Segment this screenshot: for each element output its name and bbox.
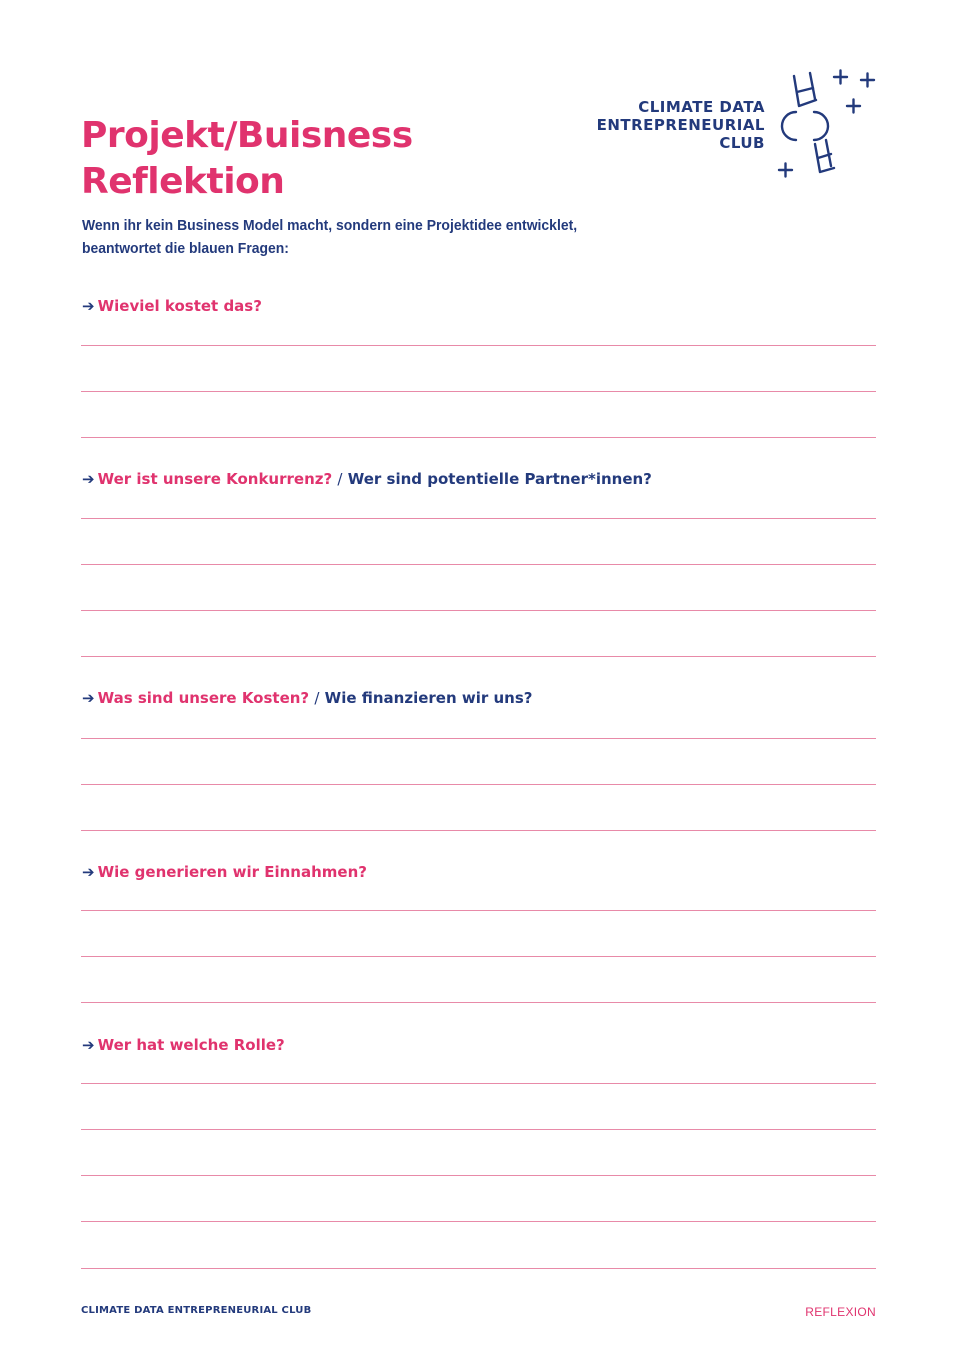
question-3-blue: Wie finanzieren wir uns? (324, 689, 533, 707)
answer-line[interactable] (81, 1083, 876, 1084)
answer-line[interactable] (81, 1221, 876, 1222)
question-4 (82, 862, 367, 882)
answer-line[interactable] (81, 1268, 876, 1269)
question-separator: / (314, 689, 320, 707)
answer-line[interactable] (81, 518, 876, 519)
footer-section-label: REFLEXION (805, 1305, 876, 1319)
answer-line[interactable] (81, 345, 876, 346)
intro-line-2: beantwortet die blauen Fragen: (82, 240, 289, 257)
answer-line[interactable] (81, 610, 876, 611)
question-2-blue: Wer sind potentielle Partner*innen? (347, 470, 652, 488)
intro-text (82, 214, 577, 260)
logo-line-3: CLUB (719, 134, 765, 152)
logo-line-2: ENTREPRENEURIAL (596, 116, 765, 134)
answer-line[interactable] (81, 391, 876, 392)
question-2-pink: Wer ist unsere Konkurrenz? (97, 470, 333, 488)
question-2 (82, 469, 652, 489)
logo-line-1: CLIMATE DATA (638, 98, 765, 116)
arrow-icon: ➔ (82, 689, 95, 707)
answer-line[interactable] (81, 830, 876, 831)
question-3 (82, 688, 532, 708)
arrow-icon: ➔ (82, 863, 95, 881)
answer-line[interactable] (81, 1175, 876, 1176)
answer-line[interactable] (81, 437, 876, 438)
answer-line[interactable] (81, 1002, 876, 1003)
answer-line[interactable] (81, 1129, 876, 1130)
intro-line-1: Wenn ihr kein Business Model macht, sondern eine Projektidee entwicklet, (82, 217, 578, 234)
answer-line[interactable] (81, 738, 876, 739)
question-1 (82, 296, 262, 316)
question-5 (82, 1035, 285, 1055)
logo-wordmark (597, 98, 765, 152)
question-1-pink: Wieviel kostet das? (97, 297, 262, 315)
question-5-pink: Wer hat welche Rolle? (97, 1036, 285, 1054)
arrow-icon: ➔ (82, 470, 95, 488)
question-4-pink: Wie generieren wir Einnahmen? (97, 863, 367, 881)
page-title-line-2: Reflektion (81, 161, 285, 202)
footer-brand: CLIMATE DATA ENTREPRENEURIAL CLUB (81, 1305, 312, 1316)
answer-line[interactable] (81, 956, 876, 957)
answer-line[interactable] (81, 784, 876, 785)
cdec-monogram-icon (772, 66, 882, 182)
page-title (81, 113, 413, 205)
answer-line[interactable] (81, 656, 876, 657)
question-separator: / (337, 470, 343, 488)
arrow-icon: ➔ (82, 1036, 95, 1054)
answer-line[interactable] (81, 910, 876, 911)
page-title-line-1: Projekt/Buisness (81, 115, 413, 156)
answer-line[interactable] (81, 564, 876, 565)
arrow-icon: ➔ (82, 297, 95, 315)
question-3-pink: Was sind unsere Kosten? (97, 689, 310, 707)
